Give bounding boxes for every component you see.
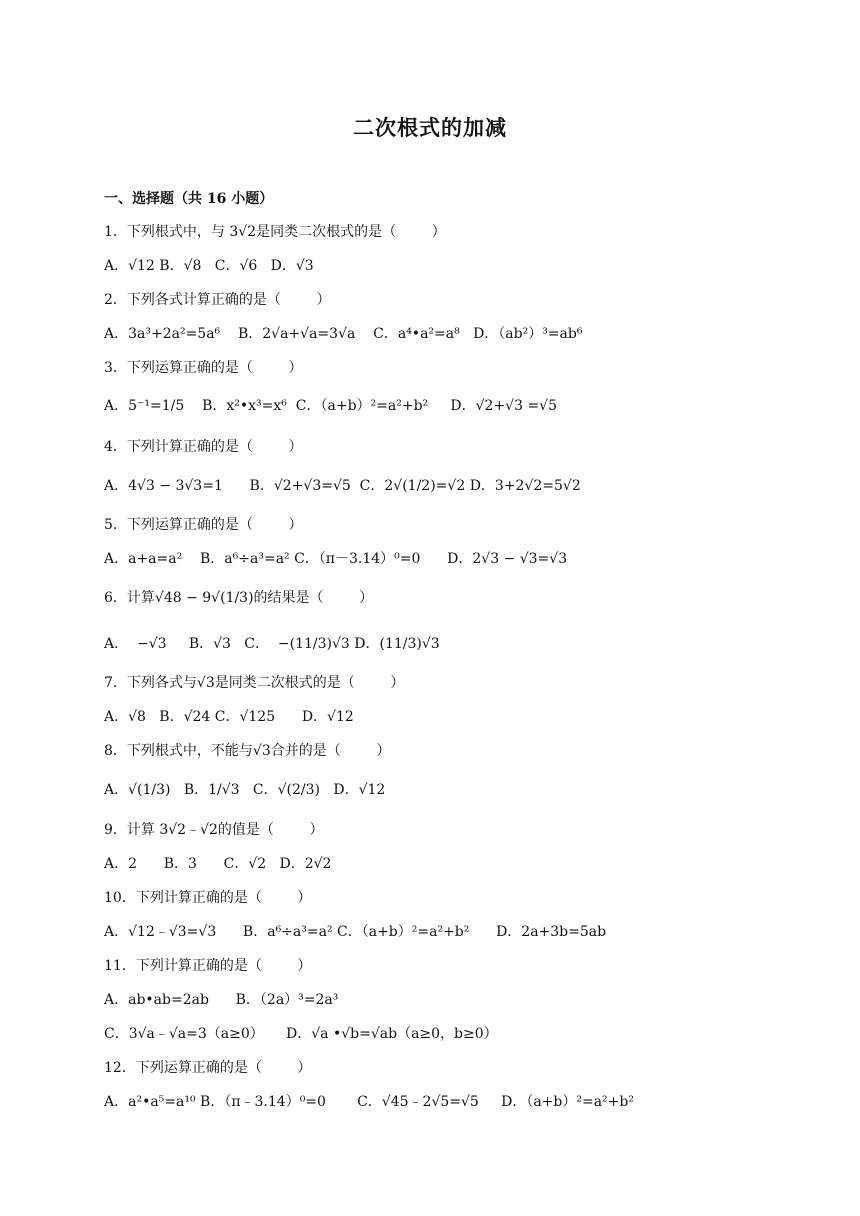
options-2: A．3a³+2a²=5a⁶ B．2√a+√a=3√a C．a⁴•a²=a⁸ D．（ab²）³=ab⁶: [104, 326, 583, 342]
question-3: 3．下列运算正确的是（ ）: [104, 360, 303, 376]
question-1: 1．下列根式中，与 3√2是同类二次根式的是（ ）: [104, 224, 446, 240]
options-10: A．√12﹣√3=√3 B．a⁶÷a³=a² C．（a+b）²=a²+b² D．2a+3b=5ab: [104, 924, 607, 940]
question-8: 8．下列根式中，不能与√3合并的是（ ）: [104, 743, 391, 759]
question-11: 11．下列计算正确的是（ ）: [104, 958, 312, 974]
options-11a: A．ab•ab=2ab B．（2a）³=2a³: [104, 992, 339, 1008]
question-7: 7．下列各式与√3是同类二次根式的是（ ）: [104, 675, 405, 691]
question-4: 4．下列计算正确的是（ ）: [104, 439, 303, 455]
section-heading: 一、选择题（共 16 小题）: [104, 191, 274, 207]
options-9: A．2 B．3 C．√2 D．2√2: [104, 856, 332, 872]
options-4: A．4√3 − 3√3=1 B．√2+√3=√5 C．2√(1/2)=√2 D．3+2√2=5√2: [104, 478, 581, 494]
options-11b: C．3√a﹣√a=3（a≥0） D．√a •√b=√ab（a≥0，b≥0）: [104, 1026, 498, 1042]
page-title: 二次根式的加减: [353, 115, 507, 140]
options-3: A．5⁻¹=1/5 B．x²•x³=x⁶ C．（a+b）²=a²+b² D．√2+√3 =√5: [104, 398, 558, 414]
question-6: 6．计算√48 − 9√(1/3)的结果是（ ）: [104, 590, 374, 606]
question-12: 12．下列运算正确的是（ ）: [104, 1060, 312, 1076]
options-8: A．√(1/3) B．1/√3 C．√(2/3) D．√12: [104, 782, 386, 798]
question-9: 9．计算 3√2﹣√2的值是（ ）: [104, 822, 324, 838]
question-5: 5．下列运算正确的是（ ）: [104, 517, 303, 533]
question-10: 10．下列计算正确的是（ ）: [104, 890, 312, 906]
options-6: A． −√3 B．√3 C． −(11/3)√3 D．(11/3)√3: [104, 636, 440, 652]
options-12: A．a²•a⁵=a¹⁰ B．（π﹣3.14）⁰=0 C．√45﹣2√5=√5 D．（a+b）²=a²+b²: [104, 1094, 634, 1110]
options-5: A．a+a=a² B．a⁶÷a³=a² C．（π－3.14）⁰=0 D．2√3 − √3=√3: [104, 551, 568, 567]
options-1: A．√12 B．√8 C．√6 D．√3: [104, 258, 314, 274]
options-7: A．√8 B．√24 C．√125 D．√12: [104, 709, 354, 725]
question-2: 2．下列各式计算正确的是（ ）: [104, 292, 331, 308]
